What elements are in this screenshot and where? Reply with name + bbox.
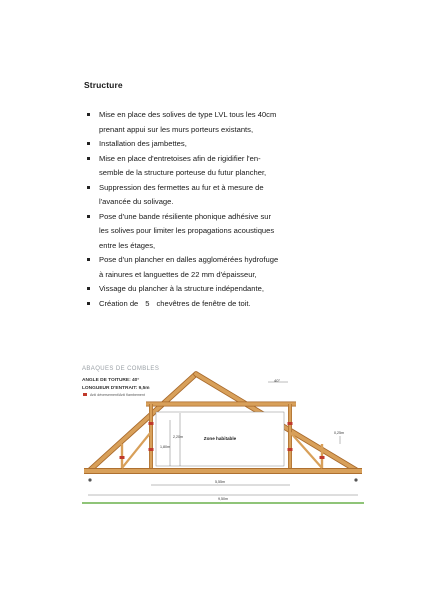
width-total-label: 9,50m xyxy=(218,497,228,501)
legend-marker xyxy=(83,393,87,396)
bullet-list xyxy=(86,108,326,311)
anti-buckling-marker xyxy=(149,448,154,451)
list-item: Création de 5 chevêtres de fenêtre de toit. xyxy=(86,297,326,312)
list-item: Mise en place d'entretoises afin de rigidifier l'en- semble de la structure porteuse du futur plancher, xyxy=(86,152,326,181)
zone-label: Zone habitable xyxy=(203,436,237,441)
anti-buckling-marker xyxy=(149,422,154,425)
anti-buckling-marker xyxy=(288,448,293,451)
anti-buckling-marker xyxy=(120,456,125,459)
anti-buckling-marker xyxy=(288,422,293,425)
list-item: Pose d'une bande résiliente phonique adhésive sur les solives pour limiter les propagations acoustiques entre les étages, xyxy=(86,210,326,254)
legend-label: Anti déversement/Anti flambement xyxy=(90,393,145,397)
list-item: Suppression des fermettes au fur et à mesure de l'avancée du solivage. xyxy=(86,181,326,210)
window-count: 5 xyxy=(145,298,150,308)
list-item: Vissage du plancher à la structure indépendante, xyxy=(86,282,326,297)
anti-buckling-marker xyxy=(320,456,325,459)
list-item: Pose d'un plancher en dalles agglomérées hydrofuge à rainures et languettes de 22 mm d'épaisseur, xyxy=(86,253,326,282)
list-item: Mise en place des solives de type LVL tous les 40cm prenant appui sur les murs porteurs existants, xyxy=(86,108,326,137)
list-item: Installation des jambettes, xyxy=(86,137,326,152)
angle-label: 40° xyxy=(274,378,281,383)
height-inner-label: 2,20m xyxy=(173,435,183,439)
support-marker xyxy=(354,478,357,481)
roof-angle-label: ANGLE DE TOITURE: 40° xyxy=(82,378,140,383)
height-right-label: 0,25m xyxy=(334,431,344,435)
tie-length-label: LONGUEUR D'ENTRAIT: 9,5m xyxy=(82,386,150,391)
width-inner-label: 5,55m xyxy=(215,480,225,484)
diagram-title: ABAQUES DE COMBLES xyxy=(82,366,160,372)
attic-truss-diagram xyxy=(82,360,364,510)
section-heading: Structure xyxy=(84,80,123,90)
support-marker xyxy=(88,478,91,481)
height-outer-label: 1,80m xyxy=(160,445,170,449)
